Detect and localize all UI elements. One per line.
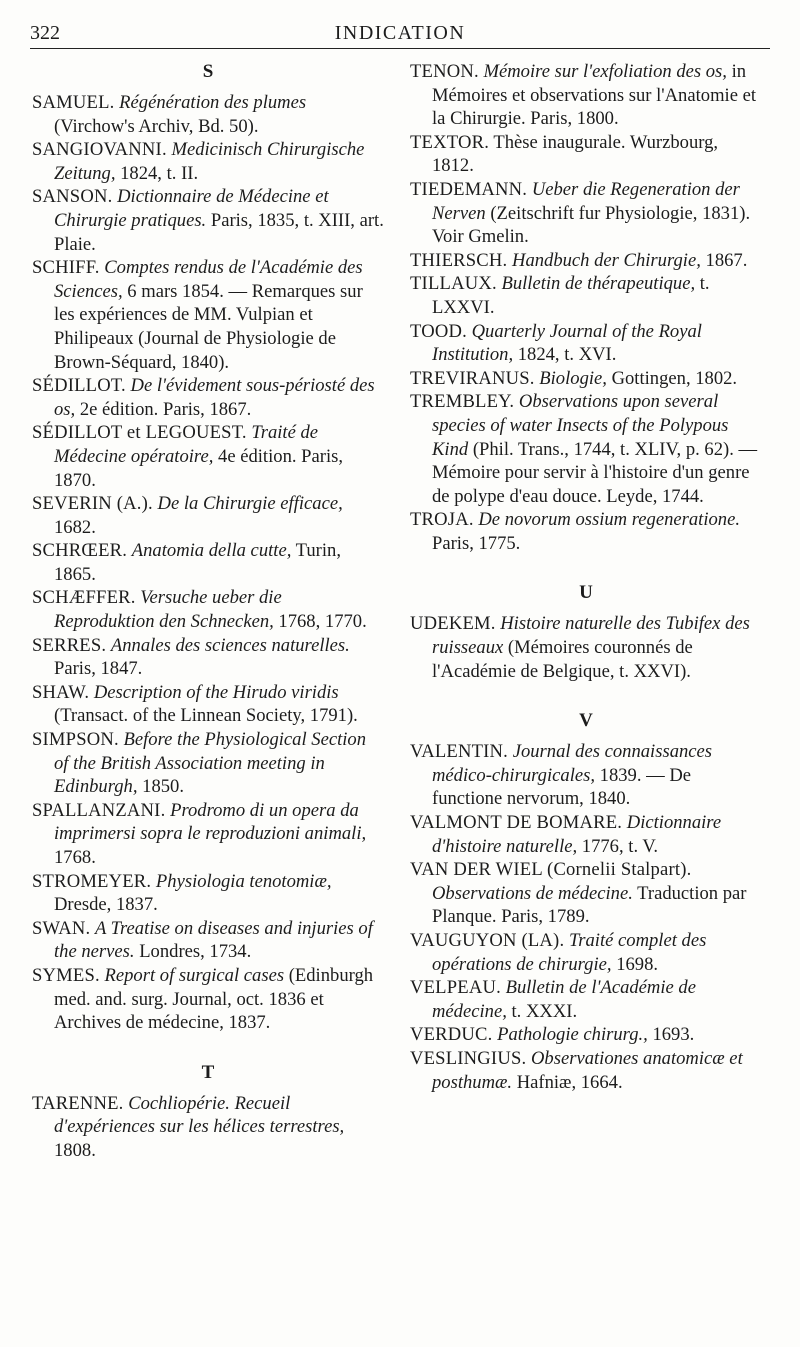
entry-title: Observations upon several species of water Insects of the Polypous Kind: [432, 391, 729, 460]
entry-details: (Edinburgh med. and. surg. Journal, oct. 1836 et Archives de médecine, 1837.: [54, 964, 374, 1034]
bibliography-entry: [32, 728, 384, 799]
entry-details: Turin, 1865.: [54, 540, 341, 585]
entry-details: 1768.: [54, 847, 96, 868]
bibliography-entry: [32, 1092, 384, 1163]
entry-title: Traité de Médecine opératoire,: [54, 422, 319, 467]
entry-author: SANGIOVANNI.: [32, 139, 167, 161]
entry-title: Description of the Hirudo viridis: [93, 681, 339, 703]
bibliography-entry: [32, 256, 384, 374]
bibliography-entry: [410, 508, 762, 555]
entry-title: Anatomia della cutte,: [131, 540, 292, 562]
entry-title: Report of surgical cases: [104, 964, 285, 986]
section-letter: V: [579, 710, 593, 732]
entry-details: (Zeitschrift fur Physiologie, 1831). Voir Gmelin.: [432, 202, 751, 248]
section-letter: T: [201, 1061, 215, 1083]
bibliography-entry: [32, 634, 384, 681]
entry-details: 1776, t. V.: [577, 835, 659, 857]
entry-details: 6 mars 1854. — Remarques sur les expériences de MM. Vulpian et Philipeaux (Journal de Physiologie de Brown-Séquard, 1840).: [54, 280, 363, 373]
entry-author: VALENTIN.: [410, 741, 509, 763]
bibliography-entry: [410, 390, 762, 508]
entry-author: SPALLANZANI.: [32, 799, 166, 821]
entry-author: SÉDILLOT et LEGOUEST.: [32, 422, 247, 444]
bibliography-entry: [410, 929, 762, 976]
entry-author: TROJA.: [410, 509, 474, 531]
entry-details: (Phil. Trans., 1744, t. XLIV, p. 62). — Mémoire pour servir à l'histoire d'un genre de polype d'eau douce. Leyde, 1744.: [432, 438, 758, 507]
entry-author: SHAW.: [32, 681, 90, 703]
entry-title: Pathologie chirurg.,: [497, 1024, 648, 1046]
entry-author: VALMONT DE BOMARE.: [410, 812, 623, 834]
entry-title: Biologie,: [539, 367, 607, 389]
entry-title: Dictionnaire d'histoire naturelle,: [432, 812, 722, 857]
bibliography-entry: [32, 421, 384, 492]
bibliography-entry: [410, 612, 762, 683]
bibliography-entry: [32, 799, 384, 870]
entry-author: TARENNE.: [32, 1092, 124, 1114]
entry-author: TREMBLEY.: [410, 391, 515, 413]
section-letter: S: [202, 61, 214, 82]
entry-details: 1693.: [647, 1024, 695, 1046]
entry-details: 1698.: [611, 953, 659, 975]
bibliography-entry: [410, 1047, 762, 1094]
entry-details: 4e édition. Paris, 1870.: [54, 445, 343, 491]
bibliography-entry: [410, 858, 762, 929]
entry-details: Paris, 1775.: [432, 532, 521, 554]
entry-author: SAMUEL.: [32, 92, 115, 113]
entry-details: (Virchow's Archiv, Bd. 50).: [54, 115, 259, 137]
entry-title: Dictionnaire de Médecine et Chirurgie pratiques.: [54, 186, 329, 231]
entry-title: Prodromo di un opera da imprimersi sopra le reproduzioni animali,: [54, 799, 367, 845]
entry-title: Physiologia tenotomiæ,: [155, 870, 332, 892]
entry-author: VESLINGIUS.: [410, 1047, 527, 1069]
bibliography-entry: [410, 131, 762, 178]
entry-details: Paris, 1835, t. XIII, art. Plaie.: [54, 209, 384, 255]
entry-author: SYMES.: [32, 964, 100, 986]
entry-details: Gottingen, 1802.: [606, 367, 738, 389]
entry-author: TENON.: [410, 61, 479, 82]
running-head: INDICATION: [334, 22, 466, 44]
page-header: [30, 22, 770, 48]
entry-title: Ueber die Regeneration der Nerven: [432, 178, 740, 224]
bibliography-entry: [32, 138, 384, 185]
bibliography-entry: [32, 964, 384, 1035]
bibliography-entry: [410, 320, 762, 367]
entry-details: (Mémoires couronnés de l'Académie de Belgique, t. XXVI).: [432, 637, 693, 682]
entry-author: SCHIFF.: [32, 257, 100, 279]
entry-title: Mémoire sur l'exfoliation des os,: [483, 61, 727, 82]
bibliography-entry: [32, 185, 384, 256]
entry-title: De l'évidement sous-périosté des os,: [54, 375, 375, 420]
entry-author: SANSON.: [32, 186, 113, 208]
entry-author: SERRES.: [32, 634, 107, 656]
bibliography-entry: [32, 681, 384, 728]
entry-title: Before the Physiological Section of the British Association meeting in Edinburgh,: [54, 729, 367, 798]
bibliography-entry: [410, 976, 762, 1023]
entry-title: Observations de médecine.: [432, 882, 633, 904]
entry-details: 1850.: [137, 776, 184, 798]
entry-details: t. XXXI.: [506, 1000, 578, 1022]
bibliography-entry: [410, 740, 762, 811]
entry-title: Régénération des plumes: [119, 92, 307, 113]
entry-details: t. LXXVI.: [432, 273, 710, 318]
entry-author: TOOD.: [410, 320, 467, 342]
entry-title: De la Chirurgie efficace,: [157, 493, 343, 515]
bibliography-entry: [32, 539, 384, 586]
entry-author: TILLAUX.: [410, 273, 497, 295]
left-column: [32, 60, 384, 1163]
bibliography-entry: [410, 1023, 762, 1047]
bibliography-entry: [410, 249, 762, 273]
entry-author: UDEKEM.: [410, 613, 496, 635]
entry-title: Medicinisch Chirurgische Zeitung,: [54, 139, 365, 184]
entry-details: 1768, 1770.: [273, 611, 367, 633]
entry-title: Traité complet des opérations de chirurgie,: [432, 930, 707, 975]
entry-author: SCHRŒER.: [32, 540, 128, 562]
entry-details: 1867.: [700, 249, 748, 271]
entry-author: SEVERIN (A.).: [32, 493, 153, 515]
entry-details: 1808.: [54, 1139, 96, 1161]
entry-details: 1839. — De functione nervorum, 1840.: [432, 764, 692, 810]
entry-details: Thèse inaugurale. Wurzbourg, 1812.: [432, 131, 719, 177]
entry-details: 1682.: [54, 516, 96, 538]
entry-details: 1824, t. XVI.: [513, 344, 617, 366]
entry-details: (Transact. of the Linnean Society, 1791).: [54, 705, 358, 727]
right-column: [410, 60, 762, 1094]
entry-title: Histoire naturelle des Tubifex des ruisseaux: [432, 613, 750, 659]
entry-title: A Treatise on diseases and injuries of the nerves.: [54, 917, 373, 963]
entry-author: STROMEYER.: [32, 870, 152, 892]
header-rule: [30, 48, 770, 49]
bibliography-entry: [32, 917, 384, 964]
entry-title: Comptes rendus de l'Académie des Sciences,: [54, 257, 363, 302]
entry-details: Dresde, 1837.: [54, 894, 158, 916]
bibliography-entry: [410, 811, 762, 858]
entry-author: TREVIRANUS.: [410, 367, 535, 389]
entry-author: SÉDILLOT.: [32, 375, 126, 397]
entry-title: Handbuch der Chirurgie,: [512, 249, 701, 271]
bibliography-entry: [410, 60, 762, 131]
entry-author: SIMPSON.: [32, 729, 119, 751]
page-number: 322: [30, 22, 60, 44]
bibliography-entry: [32, 870, 384, 917]
entry-title: Bulletin de thérapeutique,: [501, 273, 696, 295]
bibliography-entry: [32, 586, 384, 633]
bibliography-entry: [410, 367, 762, 391]
entry-details: in Mémoires et observations sur l'Anatomie et la Chirurgie. Paris, 1800.: [432, 61, 757, 130]
entry-details: Paris, 1847.: [54, 658, 143, 680]
entry-title: Versuche ueber die Reproduktion den Schnecken,: [54, 587, 282, 633]
entry-author: VELPEAU.: [410, 977, 501, 999]
entry-details: 1824, t. II.: [115, 162, 199, 184]
section-letter: U: [579, 582, 593, 604]
bibliography-entry: [32, 492, 384, 539]
entry-author: VAUGUYON (LA).: [410, 930, 565, 951]
entry-details: Hafniæ, 1664.: [512, 1071, 623, 1093]
entry-details: Traduction par Planque. Paris, 1789.: [432, 882, 747, 928]
entry-title: Bulletin de l'Académie de médecine,: [432, 977, 696, 1022]
entry-title: Quarterly Journal of the Royal Institution,: [432, 320, 702, 366]
entry-details: Londres, 1734.: [134, 941, 252, 963]
entry-author: SCHÆFFER.: [32, 587, 136, 609]
entry-title: Journal des connaissances médico-chirurgicales,: [432, 741, 713, 786]
entry-author: VERDUC.: [410, 1024, 493, 1046]
entry-author: SWAN.: [32, 917, 91, 939]
entry-author: TIEDEMANN.: [410, 178, 528, 200]
entry-title: Observationes anatomicæ et posthumæ.: [432, 1047, 743, 1093]
entry-title: Annales des sciences naturelles.: [110, 634, 350, 656]
entry-author: THIERSCH.: [410, 249, 508, 271]
entry-author: TEXTOR.: [410, 131, 490, 153]
entry-title: Cochliopérie. Recueil d'expériences sur les hélices terrestres,: [54, 1092, 345, 1138]
bibliography-entry: [32, 91, 384, 138]
entry-details: 2e édition. Paris, 1867.: [75, 398, 252, 420]
entry-author: VAN DER WIEL (Cornelii Stalpart).: [410, 859, 692, 881]
entry-title: De novorum ossium regeneratione.: [478, 509, 741, 531]
bibliography-entry: [410, 178, 762, 249]
bibliography-entry: [32, 374, 384, 421]
bibliography-entry: [410, 272, 762, 319]
